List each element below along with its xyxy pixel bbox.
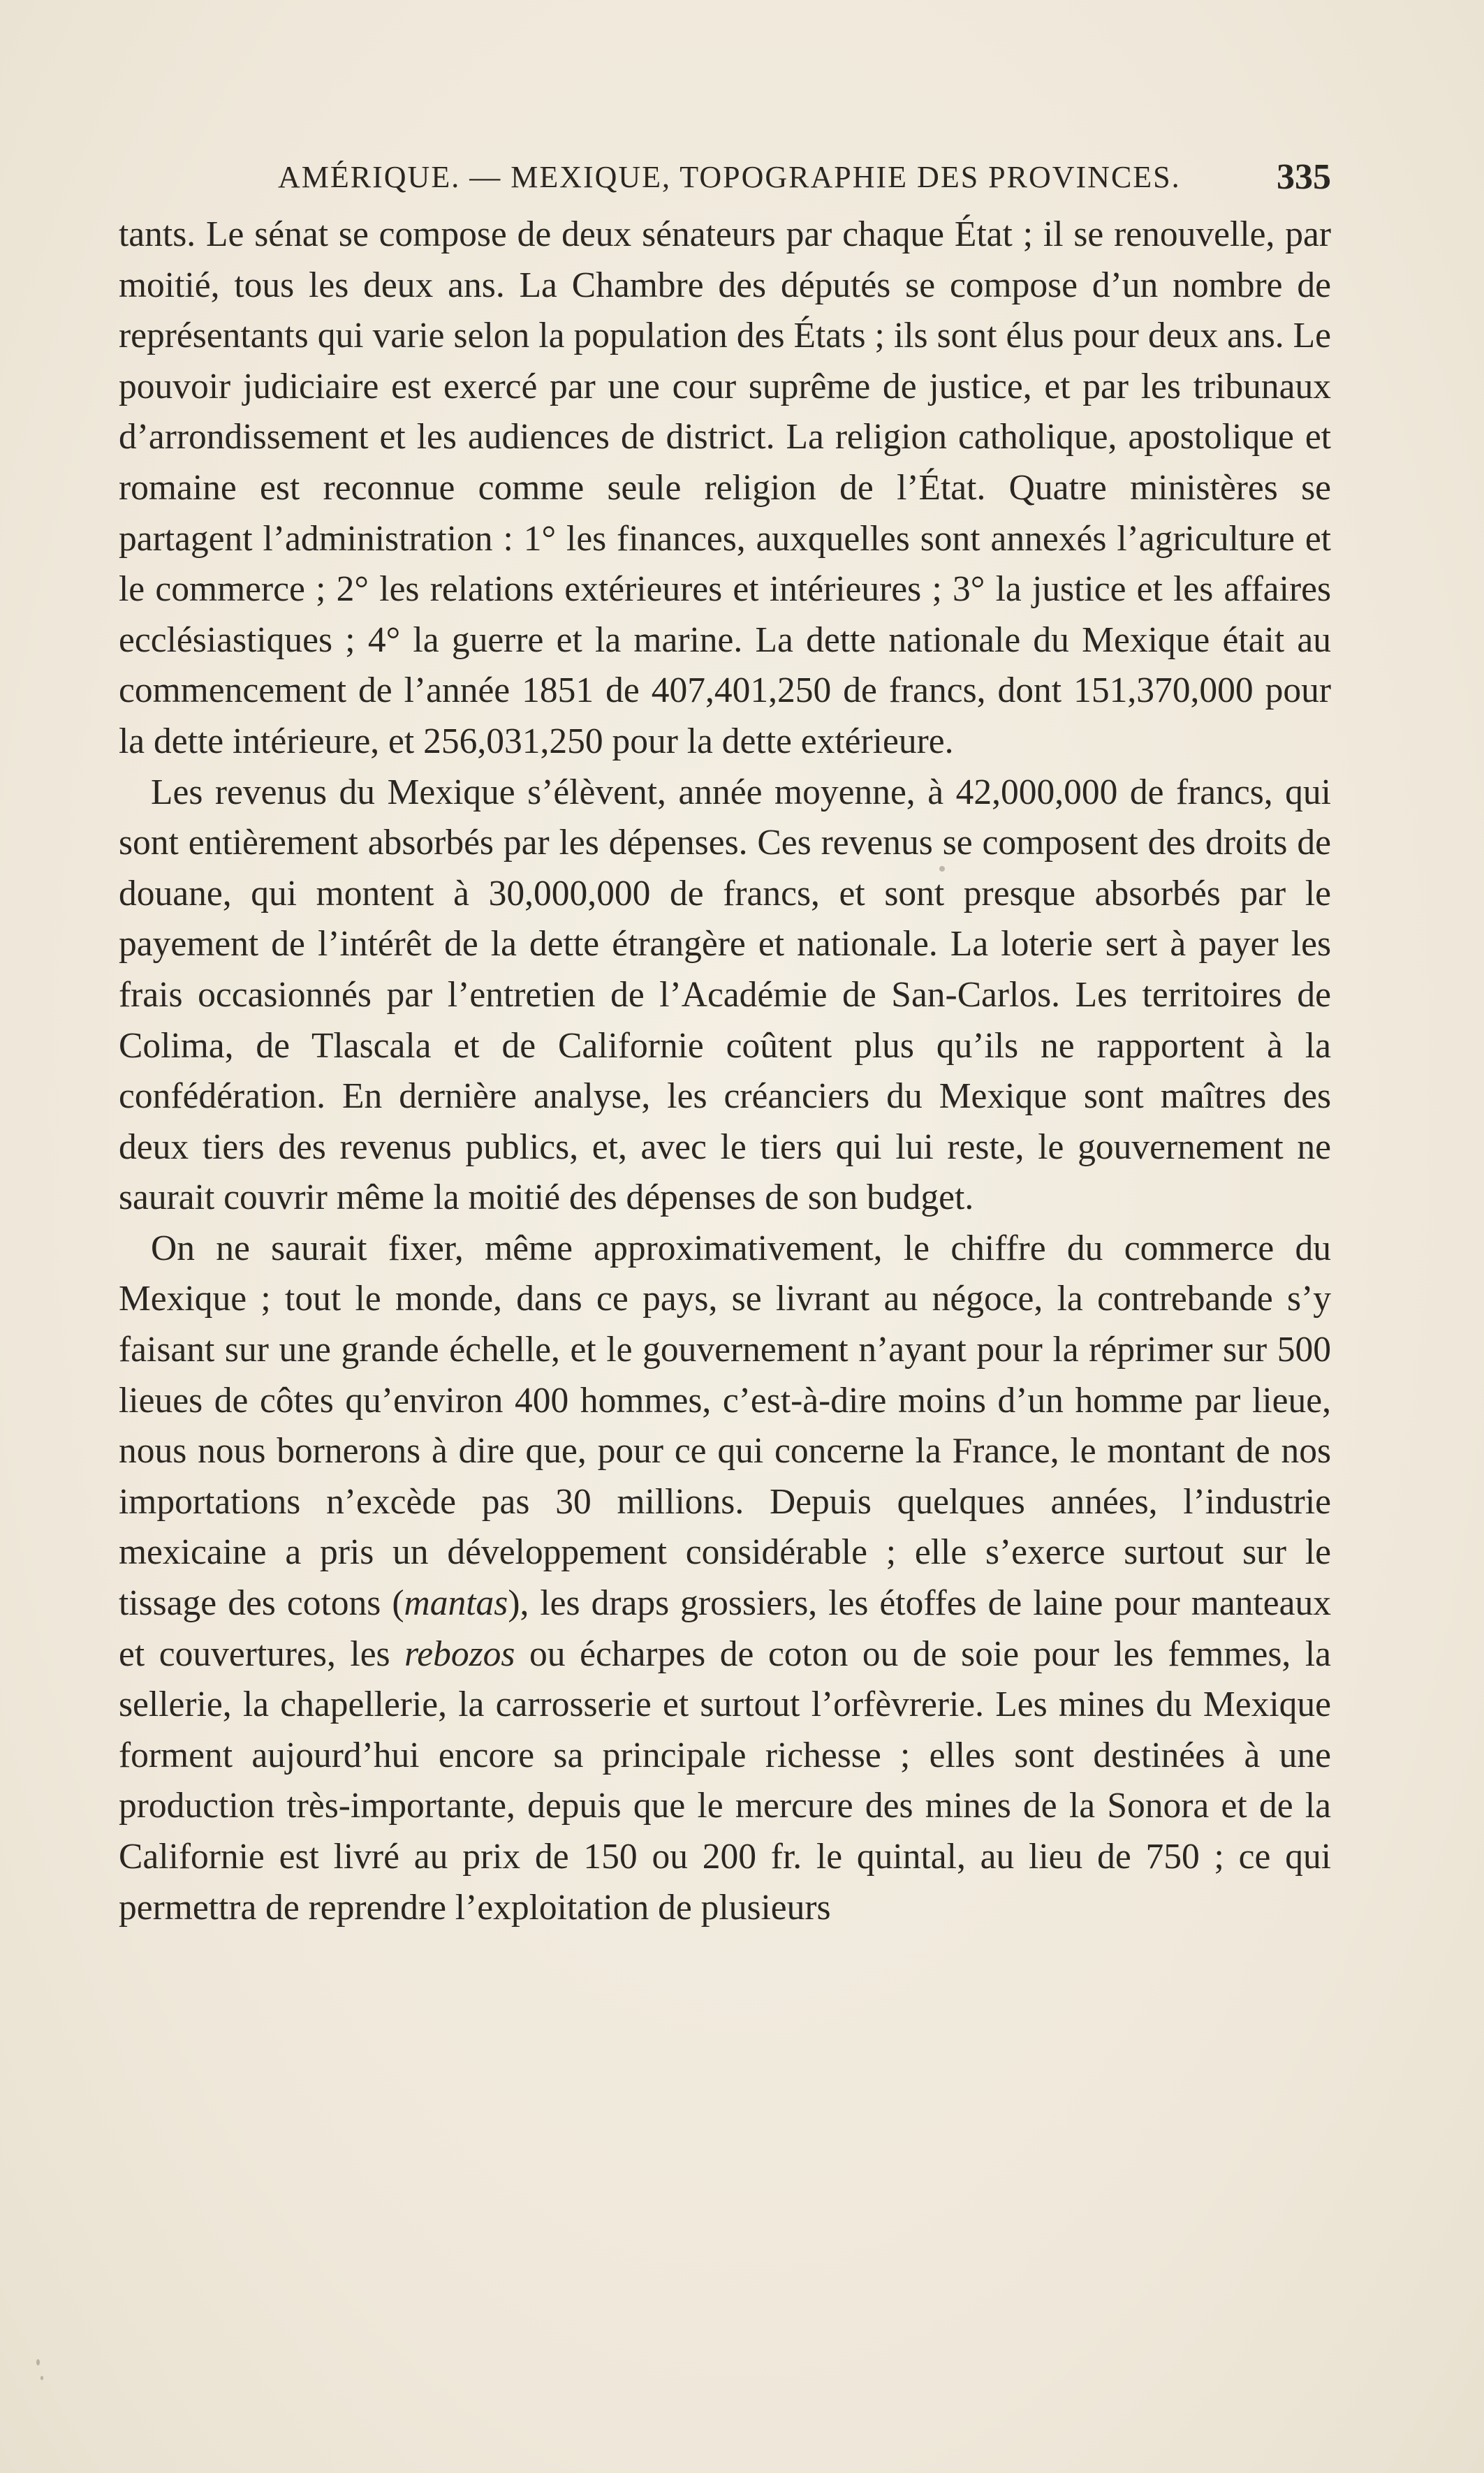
paper-speck [939, 866, 945, 872]
paragraph-p2 [119, 768, 1331, 1224]
running-title: AMÉRIQUE. — MEXIQUE, TOPOGRAPHIE DES PROVINCES. [278, 160, 1181, 194]
paragraph-text: On ne saurait fixer, même approximativement, le chiffre du commerce du Mexique ; tout le monde, dans ce pays, se livrant au négoce, la contrebande s’y faisant sur une grande échelle, et le gouvernement n’ayant pour la réprimer sur 500 lieues de côtes qu’environ 400 hommes, c’est-à-dire moins d’un homme par lieue, nous nous bornerons à dire que, pour ce qui concerne la France, le montant de nos importations n’excède pas 30 millions. Depuis quelques années, l’industrie mexicaine a pris un développement considérable ; elle s’exerce surtout sur le tissage des cotons ( [119, 1228, 1331, 1624]
paragraph-p1 [119, 210, 1331, 768]
paragraph-text: Les revenus du Mexique s’élèvent, année moyenne, à 42,000,000 de francs, qui sont entièrement absorbés par les dépenses. Ces revenus se composent des droits de douane, qui montent à 30,000,000 de francs, et sont presque absorbés par le payement de l’intérêt de la dette étrangère et nationale. La loterie sert à payer les frais occasionnés par l’entretien de l’Académie de San-Carlos. Les territoires de Colima, de Tlascala et de Californie coûtent plus qu’ils ne rapportent à la confédération. En dernière analyse, les créanciers du Mexique sont maîtres des deux tiers des revenus publics, et, avec le tiers qui lui reste, le gouvernement ne saurait couvrir même la moitié des dépenses de son budget. [119, 772, 1331, 1218]
italic-term: mantas [404, 1583, 508, 1624]
paper-speck [36, 2359, 40, 2365]
page-number: 335 [1277, 157, 1331, 197]
paper-speck [41, 2376, 43, 2380]
paragraph-text: ou écharpes de coton ou de soie pour les femmes, la sellerie, la chapellerie, la carrosserie et surtout l’orfèvrerie. Les mines du Mexique forment aujourd’hui encore sa principale richesse ; elles sont destinées à une production très-importante, depuis que le mercure des mines de la Sonora et de la Californie est livré au prix de 150 ou 200 fr. le quintal, au lieu de 750 ; ce qui permettra de reprendre l’exploitation de plusieurs [119, 1634, 1332, 1928]
paragraph-text: ), les draps grossiers, les étoffes de laine pour manteaux et couvertures, les [119, 1583, 1331, 1674]
italic-term: rebozos [404, 1634, 515, 1674]
body-text [119, 210, 1331, 1933]
paragraph-text: tants. Le sénat se compose de deux sénateurs par chaque État ; il se renouvelle, par moitié, tous les deux ans. La Chambre des députés se compose d’un nombre de représentants qui varie selon la population des États ; ils sont élus pour deux ans. Le pouvoir judiciaire est exercé par une cour suprême de justice, et par les tribunaux d’arrondissement et les audiences de district. La religion catholique, apostolique et romaine est reconnue comme seule religion de l’État. Quatre ministères se partagent l’administration : 1° les finances, auxquelles sont annexés l’agriculture et le commerce ; 2° les relations extérieures et intérieures ; 3° la justice et les affaires ecclésiastiques ; 4° la guerre et la marine. La dette nationale du Mexique était au commencement de l’année 1851 de 407,401,250 de francs, dont 151,370,000 pour la dette intérieure, et 256,031,250 pour la dette extérieure. [119, 214, 1331, 761]
running-head [278, 159, 1331, 201]
paragraph-p3 [119, 1224, 1331, 1933]
